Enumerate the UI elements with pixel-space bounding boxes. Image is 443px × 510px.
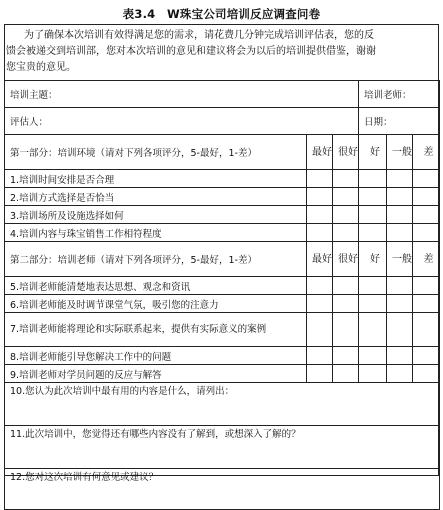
rating-cell[interactable] bbox=[307, 365, 333, 383]
rating-cell[interactable] bbox=[413, 188, 440, 206]
rating-cell[interactable] bbox=[359, 224, 387, 242]
rating-cell[interactable] bbox=[359, 347, 387, 365]
question-row bbox=[5, 347, 440, 365]
question-row bbox=[5, 313, 440, 347]
info-row bbox=[5, 81, 440, 108]
topic-field[interactable]: 培训主题： bbox=[5, 81, 359, 108]
rating-cell[interactable] bbox=[333, 224, 359, 242]
section-title: 第一部分：培训环境（请对下列各项评分，5-最好，1-差） bbox=[5, 135, 307, 170]
rating-cell[interactable] bbox=[413, 206, 440, 224]
rating-cell[interactable] bbox=[387, 295, 413, 313]
open-question-row bbox=[5, 383, 440, 426]
question-row bbox=[5, 224, 440, 242]
rating-cell[interactable] bbox=[359, 188, 387, 206]
rating-cell[interactable] bbox=[387, 277, 413, 295]
question-row bbox=[5, 277, 440, 295]
rating-header-good: 好 bbox=[359, 135, 387, 170]
rating-cell[interactable] bbox=[307, 188, 333, 206]
section-title: 第二部分：培训老师（请对下列各项评分，5-最好，1-差） bbox=[5, 242, 307, 277]
section-header-row bbox=[5, 242, 440, 277]
question-row bbox=[5, 295, 440, 313]
rating-cell[interactable] bbox=[413, 313, 440, 347]
question-row bbox=[5, 206, 440, 224]
info-row bbox=[5, 108, 440, 135]
intro-line: 馈会被递交到培训部，您对本次培训的意见和建议将会为以后的培训提供借鉴，谢谢 bbox=[6, 46, 376, 57]
rating-cell[interactable] bbox=[413, 295, 440, 313]
rating-header-best: 最好 bbox=[307, 242, 333, 277]
rating-header-poor: 差 bbox=[413, 242, 440, 277]
rating-cell[interactable] bbox=[359, 170, 387, 188]
rating-cell[interactable] bbox=[413, 365, 440, 383]
rating-cell[interactable] bbox=[387, 365, 413, 383]
rating-cell[interactable] bbox=[359, 206, 387, 224]
question-label: 7.培训老师能将理论和实际联系起来，提供有实际意义的案例 bbox=[5, 313, 307, 347]
survey-table bbox=[4, 80, 440, 510]
question-row bbox=[5, 365, 440, 383]
rating-cell[interactable] bbox=[387, 188, 413, 206]
question-label: 1.培训时间安排是否合理 bbox=[5, 170, 307, 188]
rating-cell[interactable] bbox=[359, 295, 387, 313]
rating-cell[interactable] bbox=[359, 277, 387, 295]
rating-cell[interactable] bbox=[387, 206, 413, 224]
open-question-row bbox=[5, 469, 440, 510]
rating-cell[interactable] bbox=[307, 170, 333, 188]
evaluator-field[interactable]: 评估人： bbox=[5, 108, 359, 135]
rating-cell[interactable] bbox=[307, 347, 333, 365]
section-header-row bbox=[5, 135, 440, 170]
rating-cell[interactable] bbox=[387, 170, 413, 188]
rating-cell[interactable] bbox=[333, 295, 359, 313]
rating-cell[interactable] bbox=[359, 313, 387, 347]
form-title: 表3.4 W珠宝公司培训反应调查问卷 bbox=[122, 7, 321, 21]
question-label: 8.培训老师能引导您解决工作中的问题 bbox=[5, 347, 307, 365]
question-label: 6.培训老师能及时调节课堂气氛，吸引您的注意力 bbox=[5, 295, 307, 313]
rating-cell[interactable] bbox=[333, 188, 359, 206]
intro-line: 您宝贵的意见。 bbox=[6, 62, 76, 73]
question-label: 2.培训方式选择是否恰当 bbox=[5, 188, 307, 206]
rating-header-very-good: 很好 bbox=[333, 135, 359, 170]
rating-cell[interactable] bbox=[333, 206, 359, 224]
rating-cell[interactable] bbox=[307, 224, 333, 242]
rating-cell[interactable] bbox=[413, 170, 440, 188]
date-field[interactable]: 日期： bbox=[359, 108, 440, 135]
trainer-field[interactable]: 培训老师： bbox=[359, 81, 440, 108]
question-label: 9.培训老师对学员问题的反应与解答 bbox=[5, 365, 307, 383]
question-label: 4.培训内容与珠宝销售工作相符程度 bbox=[5, 224, 307, 242]
rating-cell[interactable] bbox=[359, 365, 387, 383]
rating-cell[interactable] bbox=[307, 295, 333, 313]
rating-header-average: 一般 bbox=[387, 242, 413, 277]
question-row bbox=[5, 170, 440, 188]
open-question-12[interactable]: 12.您对这次培训有何意见或建议？ bbox=[5, 469, 440, 510]
question-label: 3.培训场所及设施选择如何 bbox=[5, 206, 307, 224]
rating-cell[interactable] bbox=[307, 206, 333, 224]
intro-line: 为了确保本次培训有效得满足您的需求，请花费几分钟完成培训评估表，您的反 bbox=[24, 30, 374, 41]
rating-cell[interactable] bbox=[333, 313, 359, 347]
question-row bbox=[5, 188, 440, 206]
rating-cell[interactable] bbox=[387, 224, 413, 242]
open-question-10[interactable]: 10.您认为此次培训中最有用的内容是什么，请列出： bbox=[5, 383, 440, 426]
rating-header-average: 一般 bbox=[387, 135, 413, 170]
rating-cell[interactable] bbox=[387, 347, 413, 365]
rating-cell[interactable] bbox=[413, 224, 440, 242]
rating-cell[interactable] bbox=[387, 313, 413, 347]
rating-header-very-good: 很好 bbox=[333, 242, 359, 277]
rating-cell[interactable] bbox=[333, 347, 359, 365]
rating-cell[interactable] bbox=[307, 313, 333, 347]
rating-header-poor: 差 bbox=[413, 135, 440, 170]
open-question-row bbox=[5, 426, 440, 469]
question-label: 5.培训老师能清楚地表达思想、观念和资讯 bbox=[5, 277, 307, 295]
intro-paragraph bbox=[6, 28, 436, 76]
rating-cell[interactable] bbox=[307, 277, 333, 295]
rating-cell[interactable] bbox=[333, 365, 359, 383]
rating-cell[interactable] bbox=[413, 277, 440, 295]
rating-cell[interactable] bbox=[333, 170, 359, 188]
rating-header-good: 好 bbox=[359, 242, 387, 277]
rating-cell[interactable] bbox=[413, 347, 440, 365]
rating-header-best: 最好 bbox=[307, 135, 333, 170]
open-question-11[interactable]: 11.此次培训中，您觉得还有哪些内容没有了解到，或想深入了解的？ bbox=[5, 426, 440, 469]
rating-cell[interactable] bbox=[333, 277, 359, 295]
